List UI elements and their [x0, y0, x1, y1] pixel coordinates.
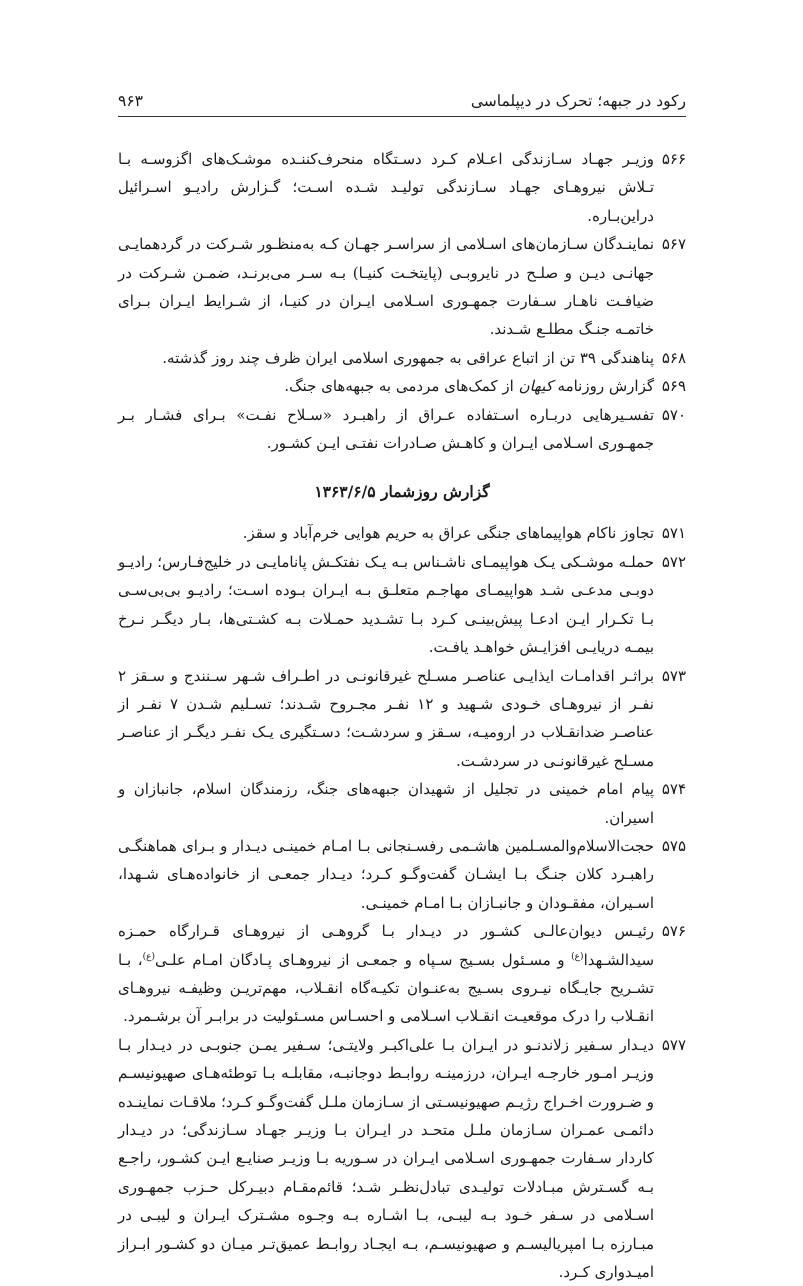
- entry-number: ۵۷۳: [661, 666, 686, 685]
- honorific-superscript: (ع): [571, 951, 584, 962]
- entry-text: پناهندگی ۳۹ تن از اتباع عراقی به جمهوری اسلامی ایران ظرف چند روز گذشته.: [162, 348, 654, 367]
- entry-text: رئیـس دیوان‌عالـی کشـور در دیـدار بـا گروهـی از نیروهـای قـرارگاه حمـزه سیدالشـهدا: [118, 922, 655, 969]
- entry-text: ، بـا تشـریح جایـگاه نیـروی بسـیج به‌عنـوان تکیـه‌گاه انقـلاب، مهم‌تریـن وظیفـه نیروهـای انقـلاب را درک موقعیـت انقـلاب اسـلامی و احسـاس مسـئولیت در برابـر آن برشـمرد.: [118, 950, 654, 1026]
- entry-577: [118, 1031, 686, 1286]
- honorific-superscript: (ع): [142, 951, 155, 962]
- entry-number: ۵۷۱: [661, 524, 686, 543]
- entry-570: [118, 401, 686, 458]
- page-number: ۹۶۳: [118, 92, 143, 110]
- entry-571: [118, 519, 686, 547]
- entry-text: و مسـئول بسـیج سـپاه و جمعـی از نیروهـای پـادگان امـام علـی: [154, 950, 572, 969]
- entry-number: ۵۷۲: [661, 552, 686, 571]
- section-title: گزارش روزشمار ۱۳۶۳/۶/۵: [314, 482, 490, 502]
- entry-text: حملـه موشـکی یـک هواپیمـای ناشـناس بـه یـک نفتکـش پانامایـی در خلیج‌فـارس؛ رادیـو دوبـی مدعـی شـد هواپیمـای مهاجـم متعلـق بـه ایـران بـوده اسـت؛ رادیـو بی‌بی‌سـی بـا تکـرار ایـن ادعـا پیش‌بینـی کـرد بـا تشـدید حمـلات بـه کشـتی‌ها، بـار دیگـر نـرخ بیمـه دریایـی افزایـش خواهـد یافـت.: [118, 552, 654, 657]
- entry-number: ۵۶۶: [661, 150, 686, 168]
- entry-text: پیام امام خمینی در تجلیل از شهیدان جبهه‌های جنگ، رزمندگان اسلام، جانبازان و اسیران.: [118, 780, 654, 827]
- entry-text: براثـر اقدامـات ایذایـی عناصـر مسـلح غیرقانونـی در اطـراف شـهر سـنندج و سـقز ۲ نفـر از نیروهـای خـودی شـهید و ۱۲ نفـر مجـروح شـدند؛ تسـلیم شـدن ۷ نفـر از عناصـر ضدانقـلاب در ارومیـه، سـقز و سردشـت؛ دسـتگیری یـک نفـر دیگـر از عناصـر مسـلح غیرقانونـی در سردشـت.: [118, 666, 654, 770]
- entry-number: ۵۶۸: [661, 348, 686, 367]
- entry-text: تفسـیرهایی دربـاره اسـتفاده عـراق از راهبـرد «سـلاح نفـت» بـرای فشـار بـر جمهـوری اسـلامی ایـران و کاهـش صـادرات نفتـی ایـن کشـور.: [118, 405, 654, 453]
- entry-575: [118, 832, 686, 917]
- entry-number: ۵۷۴: [661, 780, 686, 799]
- entry-number: ۵۷۰: [661, 405, 686, 424]
- entry-text: دیـدار سـفیر زلاندنـو در ایـران بـا علی‌اکبـر ولایتـی؛ سـفیر یمـن جنوبـی در دیـدار بـا وزیـر امـور خارجـه ایـران، درزمینـه روابـط دوجانبـه، مقابلـه بـا توطئه‌هـای صهیونیسـم و ضـرورت اخـراج رژیـم صهیونیسـتی از سـازمان ملـل گفت‌وگـو کـرد؛ ملاقـات نماینـده دائمـی عمـران سـازمان ملـل متحـد در ایـران بـا وزیـر جهـاد سـازندگی؛ در دیـدار کاردار سـفارت جمهـوری اسـلامی ایـران در سـوریه بـا وزیـر صنایـع ایـن کشـور، راجـع بـه گسـترش مبـادلات تولیـدی تبادل‌نظـر شـد؛ قائم‌مقـام دبیـرکل حـزب جمهـوری اسـلامی در سـفر خـود بـه لیبـی، بـا اشـاره بـه وجـوه مشـترک ایـران و لیبـی در مبـارزه بـا امپریالیسـم و صهیونیسـم، بـه ایجـاد روابـط عمیق‌تـر میـان دو کشـور ابـراز امیـدواری کـرد.: [118, 1035, 654, 1282]
- entry-number: ۵۷۵: [661, 836, 686, 855]
- running-title: رکود در جبهه؛ تحرک در دیپلماسی: [470, 92, 686, 110]
- body-content: [118, 145, 686, 1286]
- entry-567: [118, 230, 686, 344]
- entry-text: حجت‌الاسلام‌والمسـلمین هاشـمی رفسـنجانی بـا امـام خمینـی دیـدار و بـرای هماهنگـی راهبـرد کلان جنـگ بـا ایشـان گفت‌وگـو کـرد؛ دیـدار جمعـی از خانواده‌هـای شـهدا، اسـیران، مفقـودان و جانبـازان بـا امـام خمینـی.: [118, 836, 654, 912]
- entry-568: [118, 344, 686, 372]
- newspaper-name: کیهان: [518, 377, 553, 396]
- entry-572: [118, 548, 686, 662]
- entry-number: ۵۷۷: [661, 1035, 686, 1054]
- page-header: [118, 90, 686, 116]
- entry-566: [118, 145, 686, 230]
- entry-text: از کمک‌های مردمی به جبهه‌های جنگ.: [284, 377, 514, 396]
- entry-text: وزیـر جهـاد سـازندگی اعـلام کـرد دسـتگاه منحرف‌کننـده موشـک‌های اگزوسـه بـا تـلاش نیروهـای جهـاد سـازندگی تولیـد شـده اسـت؛ گـزارش رادیـو اسـرائیل دراین‌بـاره.: [118, 150, 654, 225]
- entry-number: ۵۶۹: [661, 377, 686, 396]
- entry-text: گزارش روزنامه: [557, 377, 654, 396]
- entry-text: نماینـدگان سـازمان‌های اسـلامی از سراسـر جهـان کـه به‌منظـور شـرکت در گردهمایـی جهانـی دیـن و صلـح در نایروبـی (پایتخـت کنیـا) بـه سـر می‌برنـد، ضمـن شـرکت در ضیافـت ناهـار سـفارت جمهـوری اسـلامی ایـران در کنیـا، از شـرایط ایـران بـرای خاتمـه جنـگ مطلـع شـدند.: [118, 235, 654, 339]
- entry-576: [118, 917, 686, 1031]
- entry-text: تجاوز ناکام هواپیماهای جنگی عراق به حریم هوایی خرم‌آباد و سقز.: [242, 524, 654, 543]
- entry-number: ۵۶۷: [661, 235, 686, 254]
- entry-number: ۵۷۶: [661, 922, 686, 941]
- entry-569: [118, 372, 686, 400]
- entry-574: [118, 775, 686, 832]
- header-rule: [118, 116, 686, 117]
- entry-573: [118, 662, 686, 776]
